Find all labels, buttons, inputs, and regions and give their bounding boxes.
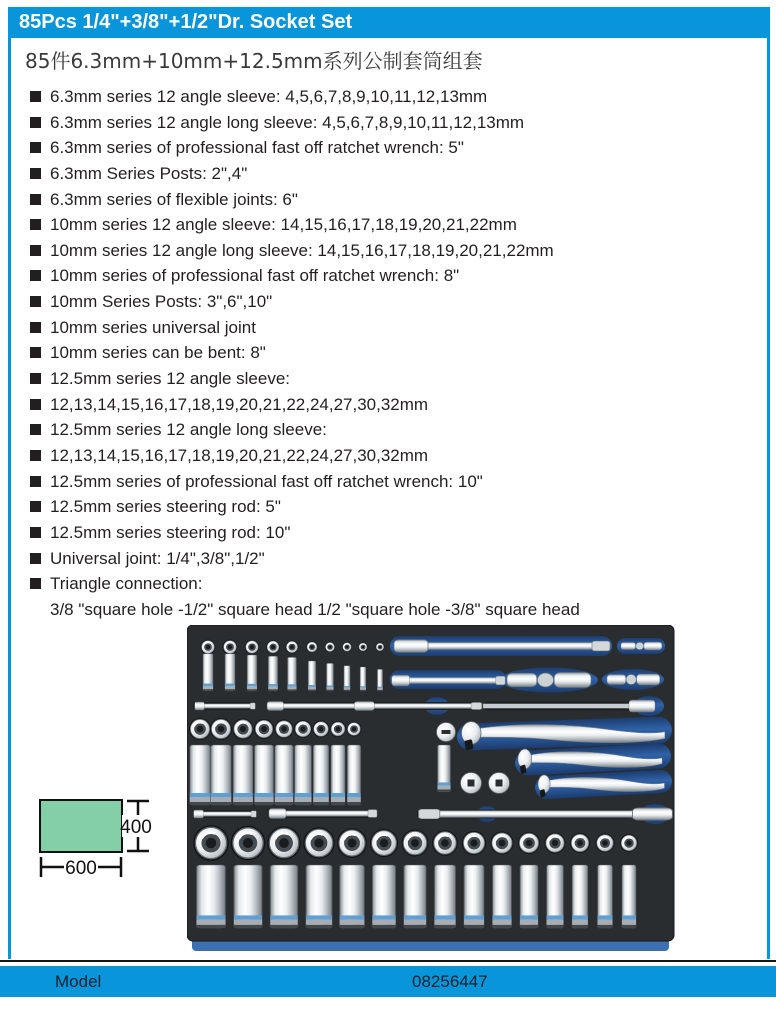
- spec-item-text: Triangle connection:: [50, 574, 203, 594]
- bullet-square-icon: [30, 322, 41, 333]
- spec-item: [30, 366, 580, 392]
- product-photo-socket-set: [187, 625, 677, 957]
- spec-item: [30, 417, 580, 443]
- bullet-square-icon: [30, 270, 41, 281]
- spec-item-text: 6.3mm Series Posts: 2",4": [50, 163, 248, 183]
- subtitle-chinese: 85件6.3mm+10mm+12.5mm系列公制套筒组套: [25, 49, 483, 73]
- spec-item: [30, 520, 580, 546]
- spec-item-text: 12,13,14,15,16,17,18,19,20,21,22,24,27,30,32mm: [50, 394, 429, 414]
- spec-item: [30, 340, 580, 366]
- spec-item-text: 3/8 "square hole -1/2" square head 1/2 "square hole -3/8" square head: [50, 599, 580, 619]
- spec-item: [30, 263, 580, 289]
- spec-item-continuation: [30, 597, 580, 623]
- bullet-square-icon: [30, 245, 41, 256]
- spec-item-text: 10mm series universal joint: [50, 317, 256, 337]
- spec-item: [30, 289, 580, 315]
- title-bar: [8, 7, 770, 38]
- bullet-square-icon: [30, 142, 41, 153]
- divider-line: [0, 960, 776, 962]
- bullet-square-icon: [30, 527, 41, 538]
- bullet-square-icon: [30, 117, 41, 128]
- bullet-square-icon: [30, 424, 41, 435]
- spec-item: [30, 469, 580, 495]
- model-bar: [0, 966, 776, 997]
- bullet-square-icon: [30, 501, 41, 512]
- bullet-square-icon: [30, 553, 41, 564]
- spec-item-text: 6.3mm series of flexible joints: 6": [50, 189, 298, 209]
- spec-item: [30, 110, 580, 136]
- spec-item: [30, 238, 580, 264]
- spec-item-text: 6.3mm series 12 angle long sleeve: 4,5,6,7,8,9,10,11,12,13mm: [50, 112, 525, 132]
- spec-item: [30, 392, 580, 418]
- spec-item-text: 12.5mm series of professional fast off ratchet wrench: 10": [50, 471, 483, 491]
- model-number: 08256447: [412, 972, 488, 991]
- spec-item-text: 12.5mm series steering rod: 10": [50, 522, 291, 542]
- bullet-square-icon: [30, 194, 41, 205]
- spec-item-text: 12.5mm series 12 angle long sleeve:: [50, 420, 327, 440]
- spec-item-text: Universal joint: 1/4",3/8",1/2": [50, 548, 265, 568]
- spec-item-text: 10mm series can be bent: 8": [50, 343, 266, 363]
- dimension-diagram: [30, 790, 170, 890]
- flexible-extension-shaft: [483, 704, 633, 708]
- model-label: Model: [55, 972, 102, 991]
- spec-item-text: 10mm series 12 angle long sleeve: 14,15,16,17,18,19,20,21,22mm: [50, 240, 554, 260]
- page-title: 85Pcs 1/4"+3/8"+1/2"Dr. Socket Set: [19, 11, 353, 33]
- spec-item: [30, 187, 580, 213]
- bullet-square-icon: [30, 399, 41, 410]
- bullet-square-icon: [30, 219, 41, 230]
- spec-item: [30, 494, 580, 520]
- spec-item-text: 10mm series of professional fast off ratchet wrench: 8": [50, 266, 460, 286]
- spec-list: [30, 84, 580, 622]
- height-dimension-label: 400: [120, 817, 152, 838]
- bullet-square-icon: [30, 476, 41, 487]
- spec-item: [30, 315, 580, 341]
- spec-item-text: 6.3mm series of professional fast off ratchet wrench: 5": [50, 138, 464, 158]
- spec-item-text: 12.5mm series 12 angle sleeve:: [50, 369, 291, 389]
- bullet-square-icon: [30, 91, 41, 102]
- bullet-square-icon: [30, 578, 41, 589]
- spec-item: [30, 212, 580, 238]
- tray-footprint-rect: [40, 800, 122, 852]
- spec-item: [30, 161, 580, 187]
- width-dimension-label: 600: [65, 858, 97, 879]
- spec-item-text: 6.3mm series 12 angle sleeve: 4,5,6,7,8,9,10,11,12,13mm: [50, 87, 488, 106]
- spec-item-text: 12,13,14,15,16,17,18,19,20,21,22,24,27,30,32mm: [50, 445, 429, 465]
- spec-item-text: 12.5mm series steering rod: 5": [50, 497, 281, 517]
- spec-item: [30, 546, 580, 572]
- content-panel: [8, 38, 770, 959]
- spec-item-text: 10mm Series Posts: 3",6",10": [50, 292, 273, 312]
- bullet-square-icon: [30, 347, 41, 358]
- spec-item: [30, 571, 580, 597]
- spec-item-text: 10mm series 12 angle sleeve: 14,15,16,17,18,19,20,21,22mm: [50, 215, 517, 235]
- spec-item: [30, 84, 580, 110]
- spec-item: [30, 135, 580, 161]
- bullet-square-icon: [30, 296, 41, 307]
- bullet-square-icon: [30, 168, 41, 179]
- spec-item: [30, 443, 580, 469]
- bullet-square-icon: [30, 450, 41, 461]
- socket-row-medium-long: [190, 745, 361, 805]
- bullet-square-icon: [30, 373, 41, 384]
